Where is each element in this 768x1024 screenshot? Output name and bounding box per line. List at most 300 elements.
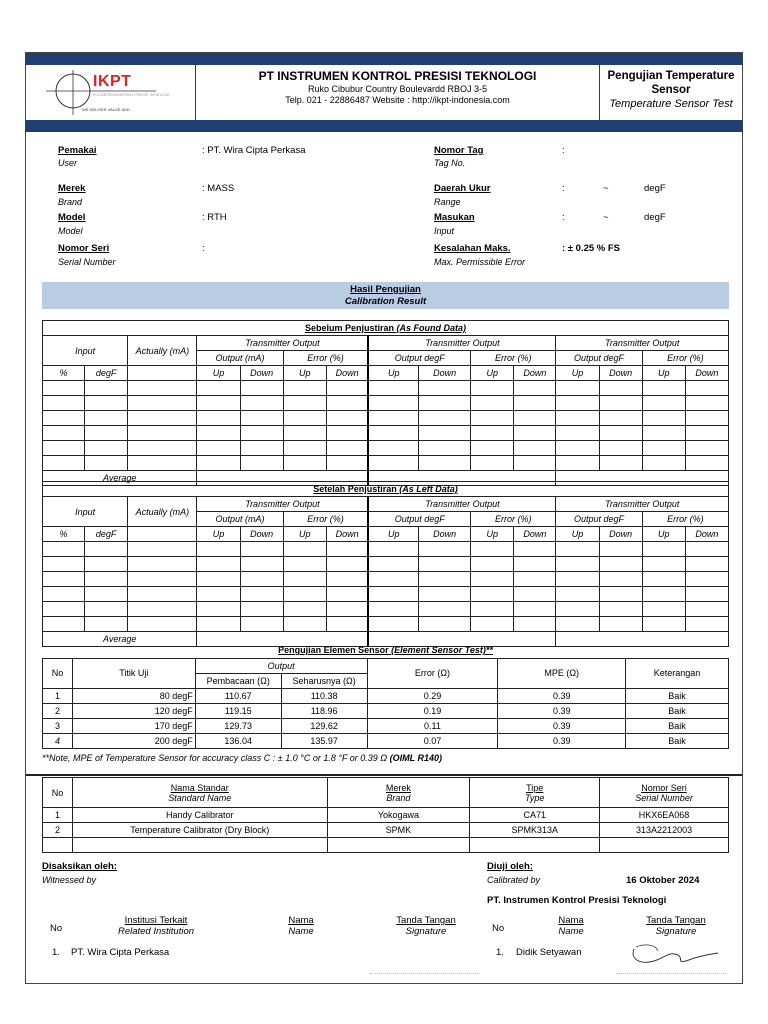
cell: 129.73 [195,718,281,733]
calibration-date: 16 Oktober 2024 [626,875,700,886]
cell [128,456,197,471]
cell [599,426,642,441]
cell [599,557,642,572]
cell [419,441,471,456]
as-left-average: Average [43,632,197,647]
cell [283,456,326,471]
col-no: No [43,658,73,688]
col-up: Up [471,366,514,381]
cell: HKX6EA068 [600,808,729,823]
cell [368,602,418,617]
range-value: : [562,183,565,194]
cell [599,381,642,396]
cell [128,557,197,572]
cell [556,381,599,396]
brand-label: Merek [58,183,86,194]
cell [283,411,326,426]
cell [556,426,599,441]
company-contact: Telp. 021 - 22886487 Website : http://ikpt-indonesia.com [285,95,510,105]
cell [283,572,326,587]
cell [240,381,283,396]
tag-sublabel: Tag No. [434,158,466,168]
col-up: Up [368,527,418,542]
table-row [43,587,729,602]
col-actually: Actually (mA) [128,497,197,527]
standards-rows [43,808,729,838]
col-no: No [43,778,73,808]
cell [599,542,642,557]
cell [642,441,685,456]
col-up: Up [471,527,514,542]
cell: 0.11 [367,718,498,733]
range-tilde: ~ [603,183,609,194]
cell [368,542,418,557]
cell [471,542,514,557]
cell [599,617,642,632]
col-output-ma: Output (mA) [197,351,283,366]
cell: 1 [43,688,73,703]
cell [642,557,685,572]
cell [85,542,128,557]
col-up: Up [642,366,685,381]
brand-value: : MASS [202,183,235,194]
cell [43,587,85,602]
calibrating-company: PT. Instrumen Kontrol Presisi Teknologi [487,895,667,906]
cell [419,542,471,557]
as-found-title: Sebelum Penjustiran (As Found Data) [43,321,729,336]
cell [471,426,514,441]
cell: 110.38 [281,688,367,703]
cell [197,617,240,632]
cell [240,411,283,426]
cell [368,557,418,572]
cell [43,557,85,572]
cell [128,572,197,587]
cell [197,572,240,587]
cell [327,838,470,853]
cell [556,542,599,557]
cell: 80 degF [72,688,195,703]
table-row [43,542,729,557]
cell [43,542,85,557]
cell [43,838,73,853]
cell [419,557,471,572]
witness-row-no: 1. [52,947,60,958]
cell [85,587,128,602]
input-sublabel: Input [434,226,455,236]
cell: Baik [626,733,729,748]
cell [419,587,471,602]
col-serial: Nomor Seri Serial Number [600,778,729,808]
cell [368,396,418,411]
col-test-point: Titik Uji [72,658,195,688]
cell [685,602,728,617]
cell [240,441,283,456]
cell [470,838,600,853]
cell [240,572,283,587]
cell [197,426,240,441]
mpe-value: : ± 0.25 % FS [562,243,621,254]
cell [556,557,599,572]
cell: 0.19 [367,703,498,718]
mpe-note: **Note, MPE of Temperature Sensor for accuracy class C : ± 1.0 °C or 1.8 °F or 0.39 Ω (OIML R140) [42,753,442,763]
element-sensor-table [42,643,729,749]
cell [514,396,556,411]
input-label: Masukan [434,212,475,223]
cell [685,411,728,426]
cell [326,456,368,471]
table-row [43,411,729,426]
cell [128,587,197,602]
cell [599,411,642,426]
range-unit: degF [644,183,666,194]
cell [326,557,368,572]
cell [599,587,642,602]
cell [85,411,128,426]
cell [685,542,728,557]
user-sublabel: User [58,158,78,168]
cell: 119.15 [195,703,281,718]
cell: 0.39 [498,733,626,748]
cell [556,411,599,426]
cell: Baik [626,703,729,718]
standards-table [42,777,729,853]
cell: 3 [43,718,73,733]
col-reading: Pembacaan (Ω) [195,673,281,688]
cell: Yokogawa [327,808,470,823]
col-should-be: Seharusnya (Ω) [281,673,367,688]
cell: 0.29 [367,688,498,703]
cell: 118.96 [281,703,367,718]
cell [43,411,85,426]
input-value: : [562,212,565,223]
cell [85,456,128,471]
cell [43,572,85,587]
cell [419,396,471,411]
cell [556,587,599,602]
cell [368,572,418,587]
col-pct: % [43,366,85,381]
cell [685,396,728,411]
cell [368,426,418,441]
col-down: Down [514,527,556,542]
cell [642,456,685,471]
cell [514,602,556,617]
cell [514,381,556,396]
col-down: Down [685,366,728,381]
cell [283,602,326,617]
cell [471,557,514,572]
col-up: Up [283,527,326,542]
cell [326,587,368,602]
col-down: Down [599,527,642,542]
col-up: Up [556,527,599,542]
col-down: Down [419,527,471,542]
cell: 0.39 [498,718,626,733]
cell [471,617,514,632]
cell [85,602,128,617]
col-transmitter-1: Transmitter Output [197,336,368,351]
table-row [43,733,729,748]
cell [368,381,418,396]
cell [514,456,556,471]
cell: 135.97 [281,733,367,748]
range-sublabel: Range [434,197,461,207]
col-transmitter-3: Transmitter Output [556,497,729,512]
cell [240,426,283,441]
user-label: Pemakai [58,145,97,156]
cell: 120 degF [72,703,195,718]
cell [419,572,471,587]
cell [368,411,418,426]
cell [197,396,240,411]
col-output-ma: Output (mA) [197,512,283,527]
input-tilde: ~ [603,212,609,223]
cell: Baik [626,688,729,703]
cell [471,602,514,617]
cell [85,426,128,441]
cell [514,441,556,456]
table-row [43,718,729,733]
calibration-result-title: Hasil Pengujian [350,284,421,295]
cell: 4 [43,733,73,748]
calibrator-signature-line [616,973,726,974]
cell [471,456,514,471]
element-rows [43,688,729,748]
cell [514,617,556,632]
col-transmitter-3: Transmitter Output [556,336,729,351]
cell [283,381,326,396]
witness-row-institution: PT. Wira Cipta Perkasa [71,947,170,958]
cell [283,426,326,441]
test-subtitle: Temperature Sensor Test [609,98,733,110]
col-type: Tipe Type [470,778,600,808]
divider [26,774,742,776]
table-row [43,456,729,471]
cell [326,602,368,617]
table-row [43,602,729,617]
col-up: Up [556,366,599,381]
cell [240,557,283,572]
cell [43,617,85,632]
col-degf: degF [85,527,128,542]
cell [471,587,514,602]
col-input: Input [43,336,128,366]
col-empty [128,366,197,381]
calibrator-row-no: 1. [496,947,504,958]
witnessed-sublabel: Witnessed by [42,875,96,885]
calibration-certificate [25,52,743,984]
col-brand: Merek Brand [327,778,470,808]
cell [471,572,514,587]
col-transmitter-2: Transmitter Output [368,336,556,351]
cell [368,456,418,471]
witness-col-no: No [50,923,63,934]
cell [197,411,240,426]
cell [128,396,197,411]
cell [599,441,642,456]
col-down: Down [326,527,368,542]
cell [471,381,514,396]
cell [685,441,728,456]
col-error-1: Error (%) [283,512,368,527]
tag-value: : [562,145,565,156]
cell: SPMK313A [470,823,600,838]
cell [471,396,514,411]
col-pct: % [43,527,85,542]
cell [85,572,128,587]
cell [197,441,240,456]
cell [197,542,240,557]
cell [514,557,556,572]
brand-sublabel: Brand [58,197,83,207]
cell [368,587,418,602]
cell [556,617,599,632]
cell [43,456,85,471]
cell [326,411,368,426]
col-error-3: Error (%) [642,351,728,366]
cell [43,426,85,441]
col-standard-name: Nama Standar Standard Name [72,778,327,808]
as-found-table [42,320,729,486]
cell [197,381,240,396]
table-row [43,808,729,823]
tag-label: Nomor Tag [434,145,484,156]
test-title: Pengujian Temperature Sensor [607,70,735,96]
col-degf: degF [85,366,128,381]
col-down: Down [419,366,471,381]
cell [85,441,128,456]
cell [556,602,599,617]
col-input: Input [43,497,128,527]
col-down: Down [599,366,642,381]
cell [240,396,283,411]
cell: 200 degF [72,733,195,748]
cell: 129.62 [281,718,367,733]
table-row [43,688,729,703]
cell: 0.39 [498,703,626,718]
input-unit: degF [644,212,666,223]
calibrated-sublabel: Calibrated by [487,875,541,885]
cell [326,396,368,411]
cell [642,426,685,441]
table-row [43,703,729,718]
calibrator-row-name: Didik Setyawan [516,947,582,958]
cell [471,441,514,456]
cell [419,617,471,632]
col-error-2: Error (%) [471,351,556,366]
cell [556,441,599,456]
cell: Temperature Calibrator (Dry Block) [72,823,327,838]
cell [85,557,128,572]
cell [283,587,326,602]
cell [685,572,728,587]
calibrator-col-no: No [492,923,505,934]
col-up: Up [197,366,240,381]
cell [240,456,283,471]
cell [326,441,368,456]
table-row [43,396,729,411]
col-empty [128,527,197,542]
calibrator-col-signature: Tanda Tangan Signature [646,915,706,937]
cell [642,381,685,396]
cell [514,587,556,602]
cell [43,441,85,456]
cell [599,572,642,587]
cell: Baik [626,718,729,733]
model-label: Model [58,212,86,223]
col-error-3: Error (%) [642,512,728,527]
logo-small-text: POLIMERENGINEERING PRESISI TEKNOLOGI [93,93,170,97]
signature-image [626,937,726,971]
cell: 0.39 [498,688,626,703]
cell [514,426,556,441]
col-actually: Actually (mA) [128,336,197,366]
as-found-average: Average [43,471,197,486]
table-row [43,381,729,396]
witness-col-name: Nama Name [288,915,314,937]
cell [128,542,197,557]
cell [240,542,283,557]
company-info [196,65,600,120]
col-output-degf-1: Output degF [368,351,470,366]
cell [685,557,728,572]
cell: 2 [43,823,73,838]
col-error-1: Error (%) [283,351,368,366]
cell [326,381,368,396]
witness-signature-line [370,973,480,974]
cell [419,456,471,471]
cell [685,426,728,441]
cell [43,602,85,617]
cell [197,456,240,471]
serial-sublabel: Serial Number [58,257,116,267]
cell [128,441,197,456]
cell [685,456,728,471]
header-top-band [26,53,742,65]
cell [514,411,556,426]
cell: 2 [43,703,73,718]
serial-value: : [202,243,205,254]
col-down: Down [240,366,283,381]
cell: SPMK [327,823,470,838]
cell [326,542,368,557]
cell [283,542,326,557]
cell [197,557,240,572]
company-address: Ruko Cibubur Country Boulevardd RBOJ 3-5 [307,84,488,94]
range-label: Daerah Ukur [434,183,491,194]
col-error-2: Error (%) [471,512,556,527]
cell [283,396,326,411]
col-output-degf-1: Output degF [368,512,470,527]
as-left-title: Setelah Penjustiran (As Left Data) [43,482,729,497]
cell [642,587,685,602]
cell [600,838,729,853]
calibrated-label: Diuji oleh: [487,861,533,872]
cell [642,542,685,557]
cell [72,838,327,853]
cell: 313A2212003 [600,823,729,838]
company-logo [26,65,196,120]
cell [43,396,85,411]
calibrator-col-name: Nama Name [558,915,584,937]
cell [240,617,283,632]
company-name: PT INSTRUMEN KONTROL PRESISI TEKNOLOGI [258,69,537,83]
table-row [43,617,729,632]
cell [599,396,642,411]
model-value: : RTH [202,212,227,223]
cell [85,381,128,396]
